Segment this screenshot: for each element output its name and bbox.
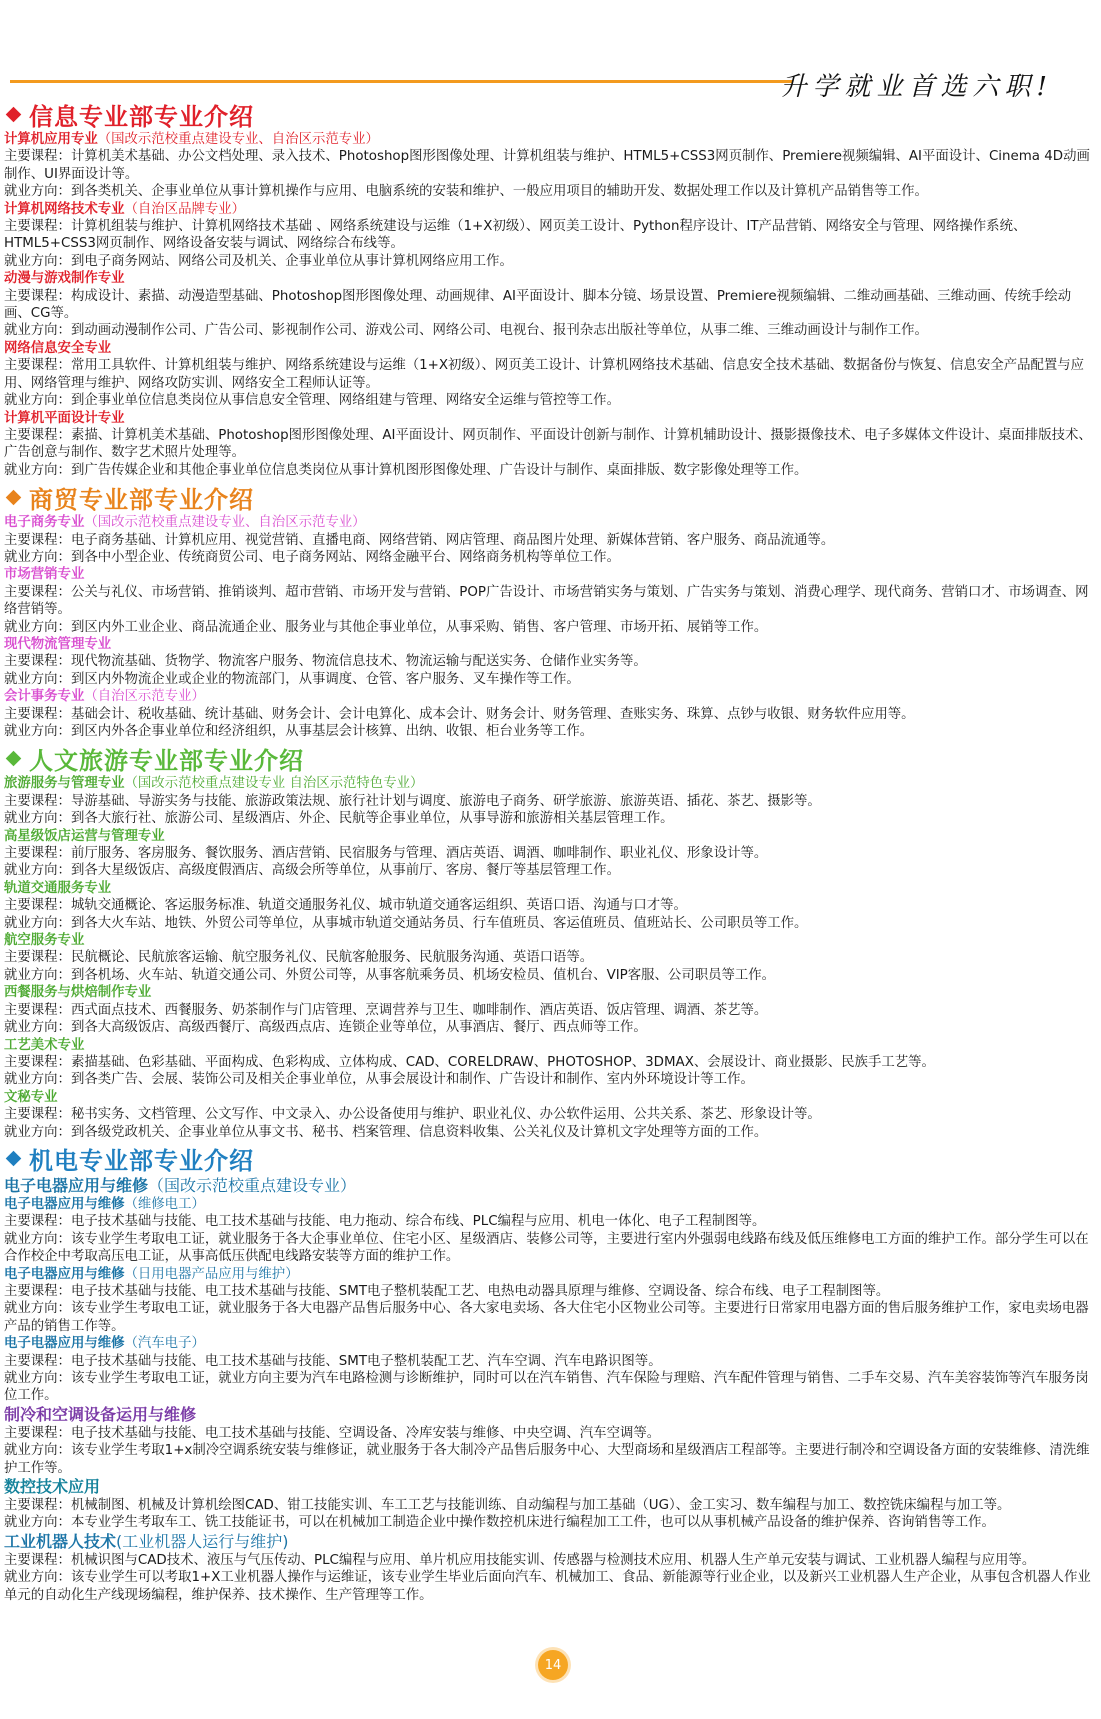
- diamond-bullet-icon: [6, 489, 22, 505]
- course-line: 主要课程：秘书实务、文档管理、公文写作、中文录入、办公设备使用与维护、职业礼仪、办公软件运用、公共关系、茶艺、形象设计等。: [4, 1107, 821, 1123]
- header-rule: [10, 80, 793, 83]
- section-header: [4, 480, 1095, 514]
- course-line: 主要课程：西式面点技术、西餐服务、奶茶制作与门店管理、烹调营养与卫生、咖啡制作、酒店英语、饭店管理、调酒、茶艺等。: [4, 1002, 768, 1018]
- major-title: 动漫与游戏制作专业: [4, 271, 125, 287]
- career-line: 就业方向：到各中小型企业、传统商贸公司、电子商务网站、网络金融平台、网络商务机构等单位工作。: [4, 549, 620, 565]
- career-line: 就业方向：该专业学生考取电工证，就业方向主要为汽车电路检测与诊断维护，同时可以在汽车销售、汽车保险与理赔、汽车配件管理与销售、二手车交易、汽车美容装饰等汽车服务岗位工作。: [4, 1371, 1089, 1404]
- major-subtitle: 电子电器应用与维修（日用电器产品应用与维护）: [4, 1266, 299, 1282]
- major-title: 高星级饭店运营与管理专业: [4, 828, 165, 844]
- career-line: 就业方向：到各大星级饭店、高级度假酒店、高级会所等单位，从事前厅、客房、餐厅等基层管理工作。: [4, 863, 620, 879]
- career-line: 就业方向：到电子商务网站、网络公司及机关、企事业单位从事计算机网络应用工作。: [4, 253, 513, 269]
- course-line: 主要课程：电子商务基础、计算机应用、视觉营销、直播电商、网络营销、网店管理、商品图片处理、新媒体营销、客户服务、商品流通等。: [4, 532, 835, 548]
- course-line: 主要课程：素描、计算机美术基础、Photoshop图形图像处理、AI平面设计、网页制作、平面设计创新与制作、计算机辅助设计、摄影摄像技术、电子多媒体文件设计、桌面排版技术、广告创意与制作、数字艺术照片处理等。: [4, 427, 1092, 461]
- course-line: 主要课程：基础会计、税收基础、统计基础、财务会计、会计电算化、成本会计、财务会计、财务管理、查账实务、珠算、点钞与收银、财务软件应用等。: [4, 706, 915, 722]
- course-line: 主要课程：前厅服务、客房服务、餐饮服务、酒店营销、民宿服务与管理、酒店英语、调酒、咖啡制作、职业礼仪、形象设计等。: [4, 846, 768, 862]
- section-title: 商贸专业部专业介绍: [29, 485, 254, 514]
- course-line: 主要课程：机械制图、机械及计算机绘图CAD、钳工技能实训、车工工艺与技能训练、自动编程与加工基础（UG）、金工实习、数车编程与加工、数控铣床编程与加工等。: [4, 1498, 1011, 1514]
- major-title: 计算机网络技术专业（自治区品牌专业）: [4, 201, 246, 217]
- major-title: 计算机应用专业（国改示范校重点建设专业、自治区示范专业）: [4, 132, 379, 147]
- career-line: 就业方向：该专业学生考取1+x制冷空调系统安装与维修证，就业服务于各大制冷产品售后服务中心、大型商场和星级酒店工程部等。主要进行制冷和空调设备方面的安装维修、清洗维护工作等。: [4, 1443, 1090, 1476]
- section-title: 人文旅游专业部专业介绍: [29, 746, 304, 775]
- page-number: 14: [544, 1657, 562, 1673]
- major-title: 计算机平面设计专业: [4, 410, 125, 426]
- major-title: 制冷和空调设备运用与维修: [4, 1404, 197, 1424]
- career-line: 就业方向：该专业学生考取电工证，就业服务于各大企事业单位、住宅小区、星级酒店、装修公司等，主要进行室内外强弱电线路布线及低压维修电工方面的维护工作。部分学生可以在合作校企中考取高压电工证，从事高低压供配电线路安装等方面的维护工作。: [4, 1231, 1089, 1265]
- major-title: 网络信息安全专业: [4, 340, 112, 356]
- course-line: 主要课程：民航概论、民航旅客运输、航空服务礼仪、民航客舱服务、民航服务沟通、英语口语等。: [4, 950, 594, 966]
- career-line: 就业方向：到各大高级饭店、高级西餐厅、高级西点店、连锁企业等单位，从事酒店、餐厅、西点师等工作。: [4, 1020, 647, 1036]
- section-header: [4, 1142, 1095, 1176]
- course-line: 主要课程：导游基础、导游实务与技能、旅游政策法规、旅行社计划与调度、旅游电子商务、研学旅游、旅游英语、插花、茶艺、摄影等。: [4, 793, 821, 809]
- career-line: 就业方向：到动画动漫制作公司、广告公司、影视制作公司、游戏公司、网络公司、电视台、报刊杂志出版社等单位，从事二维、三维动画设计与制作工作。: [4, 323, 928, 339]
- course-line: 主要课程：电子技术基础与技能、电工技术基础与技能、SMT电子整机装配工艺、汽车空调、汽车电路识图等。: [4, 1353, 662, 1369]
- section-title: 信息专业部专业介绍: [29, 102, 254, 131]
- major-title: 西餐服务与烘焙制作专业: [4, 985, 152, 1001]
- career-line: 就业方向：到区内外工业企业、商品流通企业、服务业与其他企事业单位，从事采购、销售、客户管理、市场开拓、展销等工作。: [4, 619, 768, 635]
- career-line: 就业方向：该专业学生可以考取1+X工业机器人操作与运维证，该专业学生毕业后面向汽车、机械加工、食品、新能源等行业企业，以及新兴工业机器人生产企业，从事包含机器人作业单元的自动化生产线现场编程，维护保养、技术操作、生产管理等工作。: [4, 1570, 1091, 1603]
- career-line: 就业方向：到区内外各企事业单位和经济组织，从事基层会计核算、出纳、收银、柜台业务等工作。: [4, 724, 594, 739]
- major-title: 工业机器人技术(工业机器人运行与维护): [4, 1531, 289, 1551]
- course-line: 主要课程：电子技术基础与技能、电工技术基础与技能、空调设备、冷库安装与维修、中央空调、汽车空调等。: [4, 1425, 661, 1441]
- career-line: 就业方向：到各机场、火车站、轨道交通公司、外贸公司等，从事客航乘务员、机场安检员、值机台、VIP客服、公司职员等工作。: [4, 967, 776, 983]
- career-line: 就业方向：本专业学生考取车工、铣工技能证书，可以在机械加工制造企业中操作数控机床进行编程加工工件，也可以从事机械产品设备的维护保养、咨询销售等工作。: [4, 1515, 995, 1531]
- major-subtitle: 电子电器应用与维修（维修电工）: [4, 1196, 205, 1212]
- career-line: 就业方向：到区内外物流企业或企业的物流部门，从事调度、仓管、客户服务、叉车操作等工作。: [4, 671, 580, 687]
- section-header: [4, 97, 1095, 131]
- major-title: 电子商务专业（国改示范校重点建设专业、自治区示范专业）: [4, 515, 366, 531]
- course-line: 主要课程：素描基础、色彩基础、平面构成、色彩构成、立体构成、CAD、CORELDRAW、PHOTOSHOP、3DMAX、会展设计、商业摄影、民族手工艺等。: [4, 1054, 935, 1070]
- diamond-bullet-icon: [6, 1151, 22, 1167]
- career-line: 就业方向：到各大火车站、地铁、外贸公司等单位，从事城市轨道交通站务员、行车值班员、客运值班员、值班站长、公司职员等工作。: [4, 915, 808, 931]
- career-line: 就业方向：到广告传媒企业和其他企事业单位信息类岗位从事计算机图形图像处理、广告设计与制作、桌面排版、数字影像处理等工作。: [4, 462, 808, 478]
- course-line: 主要课程：电子技术基础与技能、电工技术基础与技能、SMT电子整机装配工艺、电热电动器具原理与维修、空调设备、综合布线、电子工程制图等。: [4, 1283, 890, 1299]
- course-line: 主要课程：现代物流基础、货物学、物流客户服务、物流信息技术、物流运输与配送实务、仓储作业实务等。: [4, 654, 647, 670]
- career-line: 就业方向：到各类机关、企事业单位从事计算机操作与应用、电脑系统的安装和维护、一般应用项目的辅助开发、数据处理工作以及计算机产品销售等工作。: [4, 184, 928, 200]
- major-title: 旅游服务与管理专业（国改示范校重点建设专业 自治区示范特色专业）: [4, 776, 424, 792]
- course-line: 主要课程：构成设计、素描、动漫造型基础、Photoshop图形图像处理、动画规律、AI平面设计、脚本分镜、场景设置、Premiere视频编辑、二维动画基础、三维动画、传统手绘动画、CG等。: [4, 288, 1072, 322]
- major-title: 数控技术应用: [4, 1477, 101, 1497]
- career-line: 就业方向：该专业学生考取电工证，就业服务于各大电器产品售后服务中心、各大家电卖场、各大住宅小区物业公司等。主要进行日常家用电器方面的售后服务维护工作，家电卖场电器产品的销售工作等。: [4, 1301, 1089, 1334]
- major-title: 现代物流管理专业: [4, 636, 112, 652]
- course-line: 主要课程：电子技术基础与技能、电工技术基础与技能、电力拖动、综合布线、PLC编程与应用、机电一体化、电子工程制图等。: [4, 1214, 766, 1230]
- major-title: 轨道交通服务专业: [4, 880, 112, 896]
- course-line: 主要课程：计算机组装与维护、计算机网络技术基础 、网络系统建设与运维（1+X初级）、网页美工设计、Python程序设计、IT产品营销、网络安全与管理、网络操作系统、HTML5+CSS3网页制作、网络设备安装与调试、网络综合布线等。: [4, 219, 1027, 252]
- page-number-badge: [538, 1650, 568, 1680]
- major-title: 电子电器应用与维修（国改示范校重点建设专业）: [4, 1175, 357, 1195]
- major-subtitle: 电子电器应用与维修（汽车电子）: [4, 1336, 205, 1352]
- course-line: 主要课程：机械识图与CAD技术、液压与气压传动、PLC编程与应用、单片机应用技能实训、传感器与检测技术应用、机器人生产单元安装与调试、工业机器人编程与应用等。: [4, 1552, 1036, 1568]
- diamond-bullet-icon: [6, 106, 22, 122]
- section-title: 机电专业部专业介绍: [29, 1147, 254, 1176]
- course-line: 主要课程：计算机美术基础、办公文档处理、录入技术、Photoshop图形图像处理、计算机组装与维护、HTML5+CSS3网页制作、Premiere视频编辑、AI平面设计、Cinema 4D动画制作、UI界面设计等。: [4, 149, 1090, 182]
- major-title: 航空服务专业: [4, 933, 85, 949]
- diamond-bullet-icon: [6, 751, 22, 767]
- career-line: 就业方向：到各类广告、会展、装饰公司及相关企事业单位，从事会展设计和制作、广告设计和制作、室内外环境设计等工作。: [4, 1072, 754, 1088]
- course-line: 主要课程：城轨交通概论、客运服务标准、轨道交通服务礼仪、城市轨道交通客运组织、英语口语、沟通与口才等。: [4, 898, 687, 914]
- career-line: 就业方向：到各级党政机关、企事业单位从事文书、秘书、档案管理、信息资料收集、公关礼仪及计算机文字处理等方面的工作。: [4, 1124, 768, 1140]
- course-line: 主要课程：常用工具软件、计算机组装与维护、网络系统建设与运维（1+X初级）、网页美工设计、计算机网络技术基础、信息安全技术基础、数据备份与恢复、信息安全产品配置与应用、网络管理与维护、网络攻防实训、网络安全工程师认证等。: [4, 358, 1085, 391]
- major-title: 会计事务专业（自治区示范专业）: [4, 689, 205, 705]
- content: [4, 96, 1095, 1604]
- major-title: 市场营销专业: [4, 567, 85, 583]
- course-line: 主要课程：公关与礼仪、市场营销、推销谈判、超市营销、市场开发与营销、POP广告设计、市场营销实务与策划、广告实务与策划、消费心理学、现代商务、营销口才、市场调查、网络营销等。: [4, 584, 1089, 618]
- section-header: [4, 741, 1095, 775]
- career-line: 就业方向：到企事业单位信息类岗位从事信息安全管理、网络组建与管理、网络安全运维与管控等工作。: [4, 393, 620, 409]
- major-title: 文秘专业: [4, 1089, 58, 1105]
- career-line: 就业方向：到各大旅行社、旅游公司、星级酒店、外企、民航等企事业单位，从事导游和旅游相关基层管理工作。: [4, 811, 674, 827]
- major-title: 工艺美术专业: [4, 1037, 85, 1053]
- slogan: 升学就业首选六职!: [780, 72, 1053, 102]
